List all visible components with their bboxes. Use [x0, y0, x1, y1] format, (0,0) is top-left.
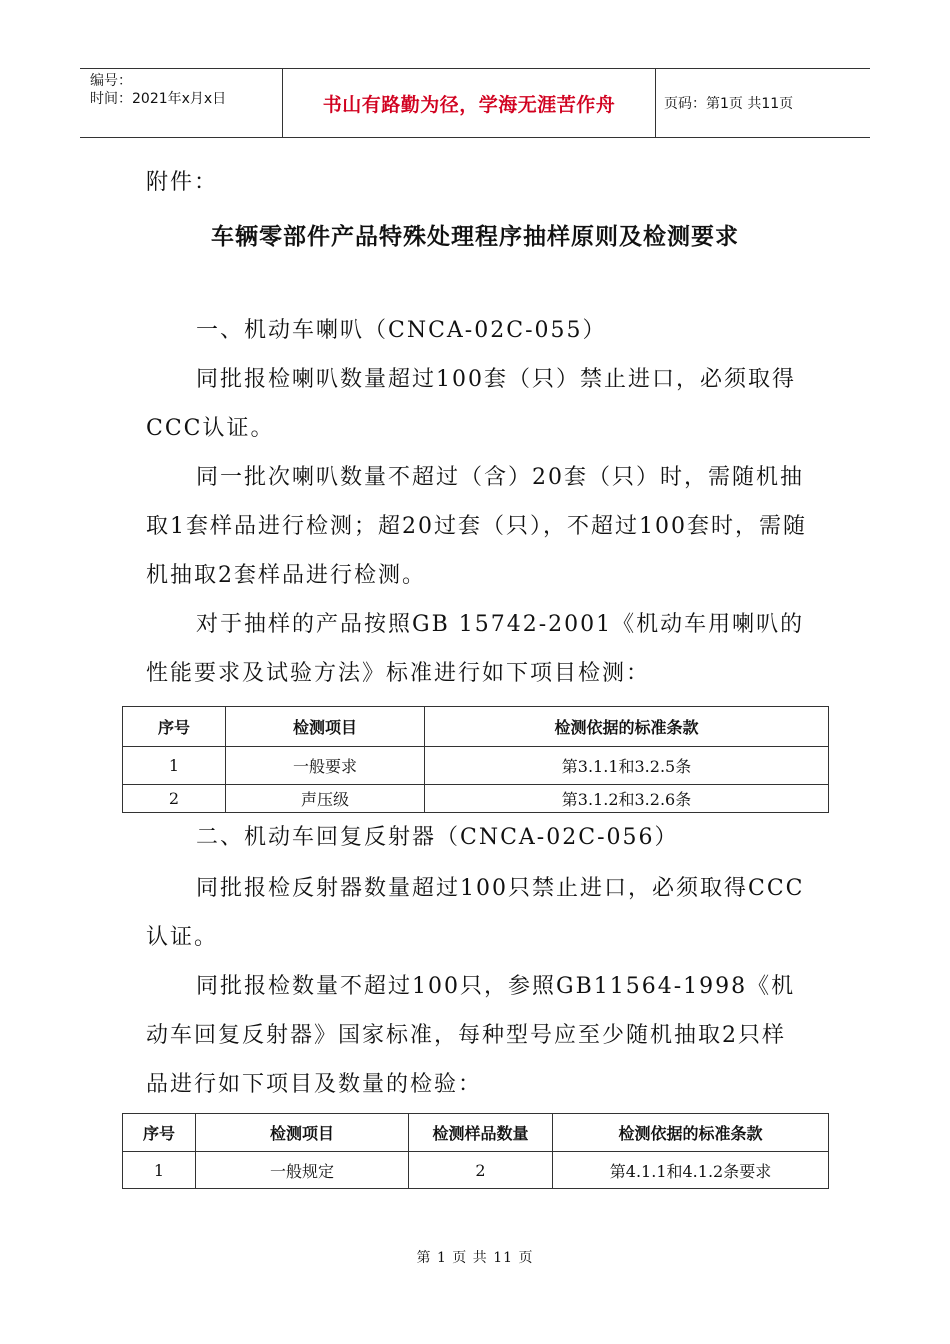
- document-time: 时间：2021年x月x日: [90, 91, 227, 107]
- page-footer: 第 1 页 共 11 页: [416, 1250, 534, 1266]
- section2-heading: 二、机动车回复反射器（CNCA-02C-056）: [196, 825, 679, 850]
- header-meta: [80, 69, 282, 137]
- table-row: [123, 747, 829, 785]
- document-title: 车辆零部件产品特殊处理程序抽样原则及检测要求: [211, 224, 739, 250]
- table-header-cell: 检测依据的标准条款: [425, 707, 829, 747]
- table-cell: 第3.1.2和3.2.6条: [425, 785, 829, 813]
- table-header-cell: 检测样品数量: [409, 1114, 553, 1152]
- document-number: 编号：: [90, 73, 132, 89]
- section1-heading: 一、机动车喇叭（CNCA-02C-055）: [196, 318, 607, 343]
- header-motto: 书山有路勤为径，学海无涯苦作舟: [282, 69, 656, 137]
- section2-paragraph-2: 同批报检数量不超过100只，参照GB11564-1998《机动车回复反射器》国家标准，每种型号应至少随机抽取2只样品进行如下项目及数量的检验：: [146, 974, 796, 1097]
- reflector-test-table: [122, 1113, 829, 1189]
- table-cell: 2: [123, 785, 226, 813]
- page-header: [80, 68, 870, 138]
- table-header-cell: 序号: [123, 1114, 196, 1152]
- horn-test-table: [122, 706, 829, 813]
- table-cell: 1: [123, 1152, 196, 1189]
- table-cell: 第4.1.1和4.1.2条要求: [553, 1152, 829, 1189]
- table-row: [123, 1152, 829, 1189]
- table-cell: 声压级: [226, 785, 425, 813]
- section1-paragraph-3: 对于抽样的产品按照GB 15742-2001《机动车用喇叭的性能要求及试验方法》标准进行如下项目检测：: [146, 612, 805, 686]
- table-cell: 一般规定: [196, 1152, 409, 1189]
- header-page-info: 页码：第1页 共11页: [664, 96, 794, 112]
- table-header-cell: 检测依据的标准条款: [553, 1114, 829, 1152]
- table-header-cell: 检测项目: [226, 707, 425, 747]
- table-cell: 2: [409, 1152, 553, 1189]
- section1-paragraph-2: 同一批次喇叭数量不超过（含）20套（只）时，需随机抽取1套样品进行检测；超20过套（只），不超过100套时，需随机抽取2套样品进行检测。: [146, 465, 807, 588]
- table-header-row: [123, 1114, 829, 1152]
- table-cell: 一般要求: [226, 747, 425, 785]
- section1-paragraph-1: 同批报检喇叭数量超过100套（只）禁止进口，必须取得CCC认证。: [146, 367, 796, 441]
- table-header-row: [123, 707, 829, 747]
- table-header-cell: 检测项目: [196, 1114, 409, 1152]
- table-header-cell: 序号: [123, 707, 226, 747]
- attachment-label: 附件：: [146, 170, 219, 195]
- table-cell: 第3.1.1和3.2.5条: [425, 747, 829, 785]
- section2-paragraph-1: 同批报检反射器数量超过100只禁止进口，必须取得CCC认证。: [146, 876, 805, 950]
- table-row: [123, 785, 829, 813]
- table-cell: 1: [123, 747, 226, 785]
